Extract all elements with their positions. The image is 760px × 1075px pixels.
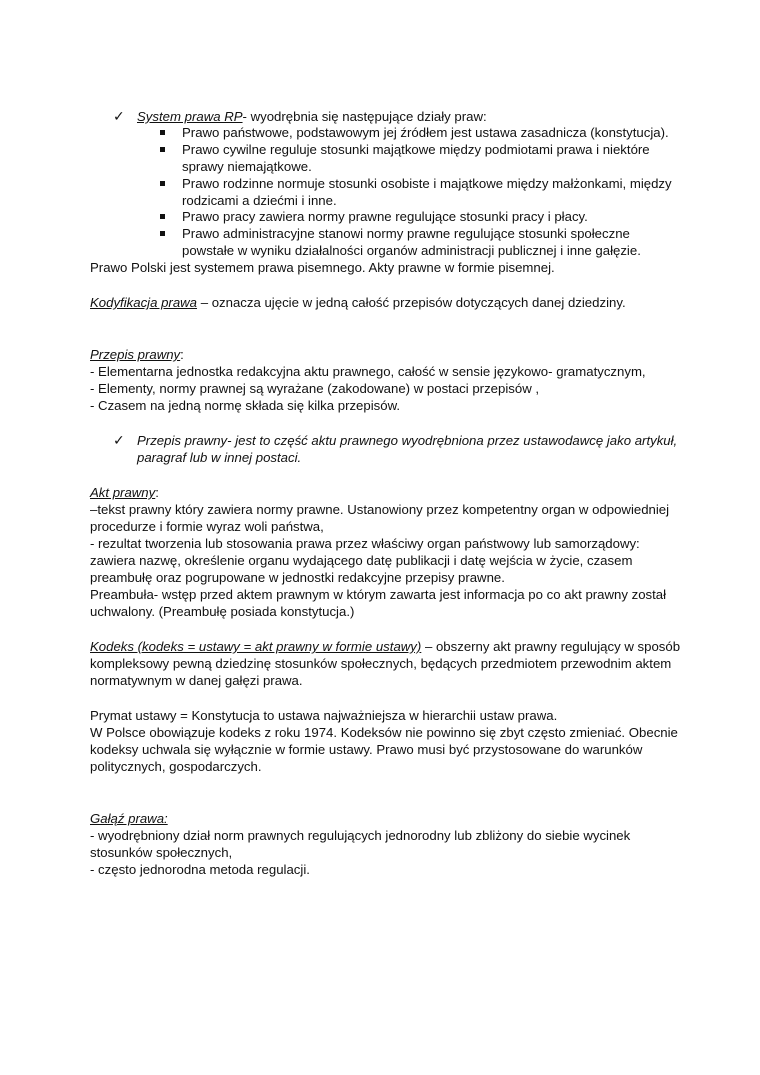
checkmark-icon: ✓ bbox=[113, 432, 125, 448]
galaz-line: stosunków społecznych, bbox=[90, 845, 233, 860]
akt-line: procedurze i formie wyraz woli państwa, bbox=[90, 519, 324, 534]
system-bullet-line: powstałe w wyniku działalności organów administracji publicznej i inne gałęzie. bbox=[182, 243, 641, 258]
przepis-check-line: paragraf lub w innej postaci. bbox=[137, 450, 302, 465]
prymat-line: politycznych, gospodarczych. bbox=[90, 759, 262, 774]
galaz-line: - często jednorodna metoda regulacji. bbox=[90, 862, 310, 877]
kodeks-line: kompleksowy pewną dziedzinę stosunków społecznych, będących przedmiotem przewodnim aktem bbox=[90, 656, 672, 671]
kodyfikacja-definition: – oznacza ujęcie w jedną całość przepisów dotyczących danej dziedziny. bbox=[197, 295, 626, 310]
system-bullet-line: Prawo cywilne reguluje stosunki majątkowe między podmiotami prawa i niektóre bbox=[182, 142, 650, 157]
system-heading-line bbox=[137, 108, 487, 125]
system-term: System prawa RP bbox=[137, 109, 243, 124]
bullet-square-icon bbox=[160, 214, 165, 219]
system-bullet-line: Prawo rodzinne normuje stosunki osobiste i majątkowe między małżonkami, między bbox=[182, 176, 672, 191]
przepis-term: Przepis prawny bbox=[90, 347, 181, 362]
bullet-square-icon bbox=[160, 147, 165, 152]
prymat-line: kodeksy uchwala się wyłącznie w formie ustawy. Prawo musi być przystosowane do warunków bbox=[90, 742, 643, 757]
akt-line: –tekst prawny który zawiera normy prawne. Ustanowiony przez kompetentny organ w odpowiedniej bbox=[90, 502, 670, 517]
bullet-square-icon bbox=[160, 130, 165, 135]
galaz-line: - wyodrębniony dział norm prawnych regulujących jednorodny lub zbliżony do siebie wycinek bbox=[90, 828, 631, 843]
akt-heading: Akt prawny: bbox=[90, 485, 159, 500]
system-after-text: Prawo Polski jest systemem prawa pisemnego. Akty prawne w formie pisemnej. bbox=[90, 260, 555, 275]
system-heading-rest: - wyodrębnia się następujące działy praw: bbox=[242, 109, 487, 124]
kodeks-line: normatywnym w danej gałęzi prawa. bbox=[90, 673, 303, 688]
akt-line: preambułę oraz pogrupowane w jednostki redakcyjne przepisy prawne. bbox=[90, 570, 505, 585]
checkmark-icon: ✓ bbox=[113, 108, 125, 124]
prymat-line: Prymat ustawy = Konstytucja to ustawa najważniejsza w hierarchii ustaw prawa. bbox=[90, 708, 558, 723]
kodeks-heading-line bbox=[90, 638, 680, 655]
bullet-square-icon bbox=[160, 231, 165, 236]
akt-line: zawiera nazwę, określenie organu wydającego datę publikacji i datę wejścia w życie, czasem bbox=[90, 553, 633, 568]
akt-term: Akt prawny bbox=[90, 485, 156, 500]
akt-line: uchwalony. (Preambułę posiada konstytucja.) bbox=[90, 604, 355, 619]
przepis-heading: Przepis prawny: bbox=[90, 347, 184, 362]
przepis-line: - Elementarna jednostka redakcyjna aktu prawnego, całość w sensie językowo- gramatycznym, bbox=[90, 364, 646, 379]
prymat-line: W Polsce obowiązuje kodeks z roku 1974. Kodeksów nie powinno się zbyt często zmieniać. Obecnie bbox=[90, 725, 678, 740]
bullet-square-icon bbox=[160, 181, 165, 186]
kodeks-term: Kodeks (kodeks = ustawy = akt prawny w formie ustawy) bbox=[90, 639, 422, 654]
system-bullet-line: rodzicami a dziećmi i inne. bbox=[182, 193, 337, 208]
system-bullet-line: Prawo pracy zawiera normy prawne regulujące stosunki pracy i płacy. bbox=[182, 209, 588, 224]
przepis-line: - Elementy, normy prawnej są wyrażane (zakodowane) w postaci przepisów , bbox=[90, 381, 540, 396]
akt-line: Preambuła- wstęp przed aktem prawnym w którym zawarta jest informacja po co akt prawny został bbox=[90, 587, 667, 602]
kodeks-definition: – obszerny akt prawny regulujący w sposób bbox=[421, 639, 681, 654]
system-bullet-line: sprawy niemajątkowe. bbox=[182, 159, 312, 174]
kodyfikacja-line bbox=[90, 294, 626, 311]
galaz-heading bbox=[90, 810, 168, 827]
przepis-line: - Czasem na jedną normę składa się kilka przepisów. bbox=[90, 398, 401, 413]
galaz-term: Gałąź prawa: bbox=[90, 811, 168, 826]
system-bullet-line: Prawo administracyjne stanowi normy prawne regulujące stosunki społeczne bbox=[182, 226, 630, 241]
akt-line: - rezultat tworzenia lub stosowania prawa przez właściwy organ państwowy lub samorządowy: bbox=[90, 536, 640, 551]
przepis-check-line: Przepis prawny- jest to część aktu prawnego wyodrębniona przez ustawodawcę jako artykuł, bbox=[137, 433, 678, 448]
kodyfikacja-term: Kodyfikacja prawa bbox=[90, 295, 198, 310]
system-bullet-line: Prawo państwowe, podstawowym jej źródłem jest ustawa zasadnicza (konstytucja). bbox=[182, 125, 669, 140]
